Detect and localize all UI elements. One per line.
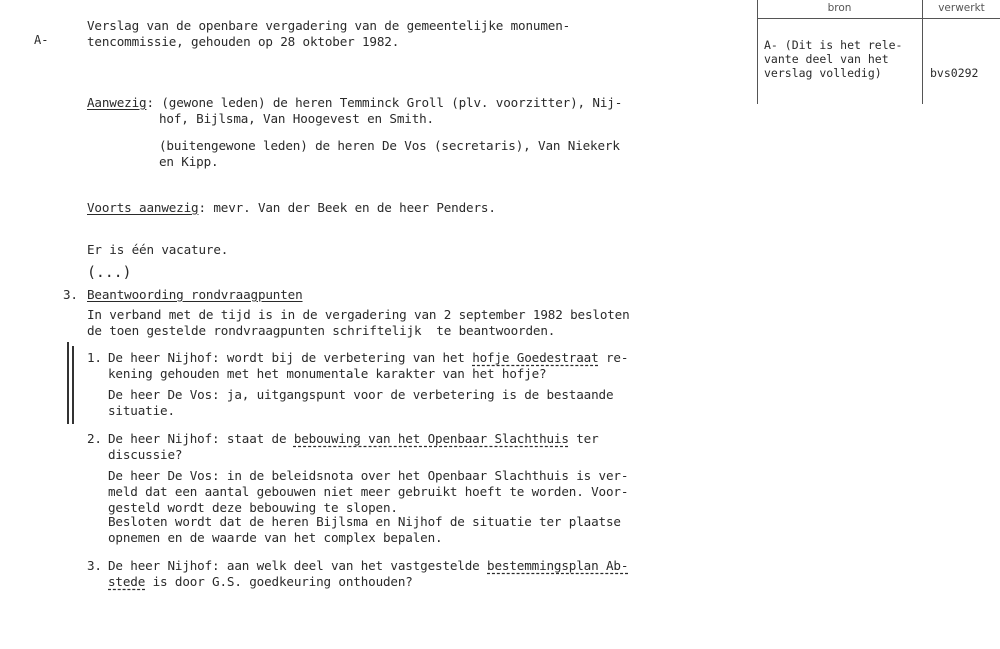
- item-1-q-end: re-: [598, 350, 629, 365]
- item-2-q-text: De heer Nijhof: staat de: [108, 431, 294, 446]
- item-3-q-text: De heer Nijhof: aan welk deel van het vastgestelde: [108, 558, 488, 573]
- item-3-q-end: is door G.S. goedkeuring onthouden?: [145, 574, 413, 589]
- title-line-2: tencommissie, gehouden op 28 oktober 1982.: [87, 34, 400, 49]
- item-3-number: 3.: [87, 558, 102, 573]
- item-2-number: 2.: [87, 431, 102, 446]
- item-3-question-line-2: [108, 574, 413, 590]
- attendance-extra-line-2: en Kipp.: [159, 154, 219, 169]
- item-1-number: 1.: [87, 350, 102, 365]
- section-heading: Beantwoording rondvraagpunten: [87, 287, 303, 302]
- item-2-question-line-2: discussie?: [108, 447, 183, 462]
- item-1-q-underlined: hofje Goedestraat: [472, 350, 599, 365]
- item-2-answer-line-2: meld dat een aantal gebouwen niet meer gebruikt hoeft te worden. Voor-: [108, 484, 629, 499]
- item-3-q-underlined-2: stede: [108, 574, 146, 589]
- table-header-divider: [757, 18, 1000, 19]
- title-line-1: Verslag van de openbare vergadering van de gemeentelijke monumen-: [87, 18, 571, 33]
- item-2-answer-line-3: gesteld wordt deze bebouwing te slopen.: [108, 500, 398, 515]
- item-3-q-underlined: bestemmingsplan Ab-: [487, 558, 629, 573]
- item-2-answer-line-4: Besloten wordt dat de heren Bijlsma en Nijhof de situatie ter plaatse: [108, 514, 621, 529]
- table-border-left: [757, 0, 758, 104]
- section-intro-line-1: In verband met de tijd is in de vergadering van 2 september 1982 besloten: [87, 307, 630, 322]
- header-bron: bron: [827, 2, 852, 14]
- item-2-question-line-1: [108, 431, 599, 447]
- section-intro-line-2: de toen gestelde rondvraagpunten schriftelijk te beantwoorden.: [87, 323, 556, 338]
- attendance-regular-text: (gewone leden) de heren Temminck Groll (plv. voorzitter), Nij-: [161, 95, 623, 110]
- attendance-label: Aanwezig: [87, 95, 147, 110]
- bron-line-2: vante deel van het: [764, 52, 889, 66]
- bron-line-1: A- (Dit is het rele-: [764, 38, 903, 52]
- item-2-answer-line-1: De heer De Vos: in de beleidsnota over het Openbaar Slachthuis is ver-: [108, 468, 629, 483]
- section-number: 3.: [63, 287, 78, 302]
- also-present-text: mevr. Van der Beek en de heer Penders.: [205, 200, 496, 215]
- item-2-q-underlined: bebouwing van het Openbaar Slachthuis: [293, 431, 569, 446]
- source-table: [757, 0, 1000, 104]
- item-1-q-text: De heer Nijhof: wordt bij de verbetering van het: [108, 350, 473, 365]
- attendance-extra-line-1: (buitengewone leden) de heren De Vos (secretaris), Van Niekerk: [159, 138, 620, 153]
- attendance-regular-line-2: hof, Bijlsma, Van Hoogevest en Smith.: [159, 111, 434, 126]
- margin-bar-1: [67, 342, 69, 424]
- margin-mark: A-: [34, 33, 49, 47]
- attendance-regular-line-1: Aanwezig: (gewone leden) de heren Temminck Groll (plv. voorzitter), Nij-: [87, 95, 623, 110]
- item-1-answer-line-1: De heer De Vos: ja, uitgangspunt voor de verbetering is de bestaande: [108, 387, 614, 402]
- item-1-question-line-2: kening gehouden met het monumentale karakter van het hofje?: [108, 366, 547, 381]
- also-present-line: Voorts aanwezig: mevr. Van der Beek en de heer Penders.: [87, 200, 496, 215]
- also-present-label: Voorts aanwezig: [87, 200, 199, 215]
- table-border-middle: [922, 0, 923, 104]
- bron-line-3: verslag volledig): [764, 66, 882, 80]
- margin-bar-2: [72, 346, 74, 424]
- vacancy-line: Er is één vacature.: [87, 242, 229, 257]
- item-2-q-end: ter: [568, 431, 599, 446]
- ellipsis: (...): [87, 263, 132, 281]
- item-2-answer-line-5: opnemen en de waarde van het complex bepalen.: [108, 530, 443, 545]
- item-1-answer-line-2: situatie.: [108, 403, 175, 418]
- header-verwerkt: verwerkt: [938, 2, 985, 14]
- verwerkt-code: bvs0292: [930, 66, 979, 80]
- item-1-question-line-1: [108, 350, 628, 366]
- item-3-question-line-1: [108, 558, 628, 574]
